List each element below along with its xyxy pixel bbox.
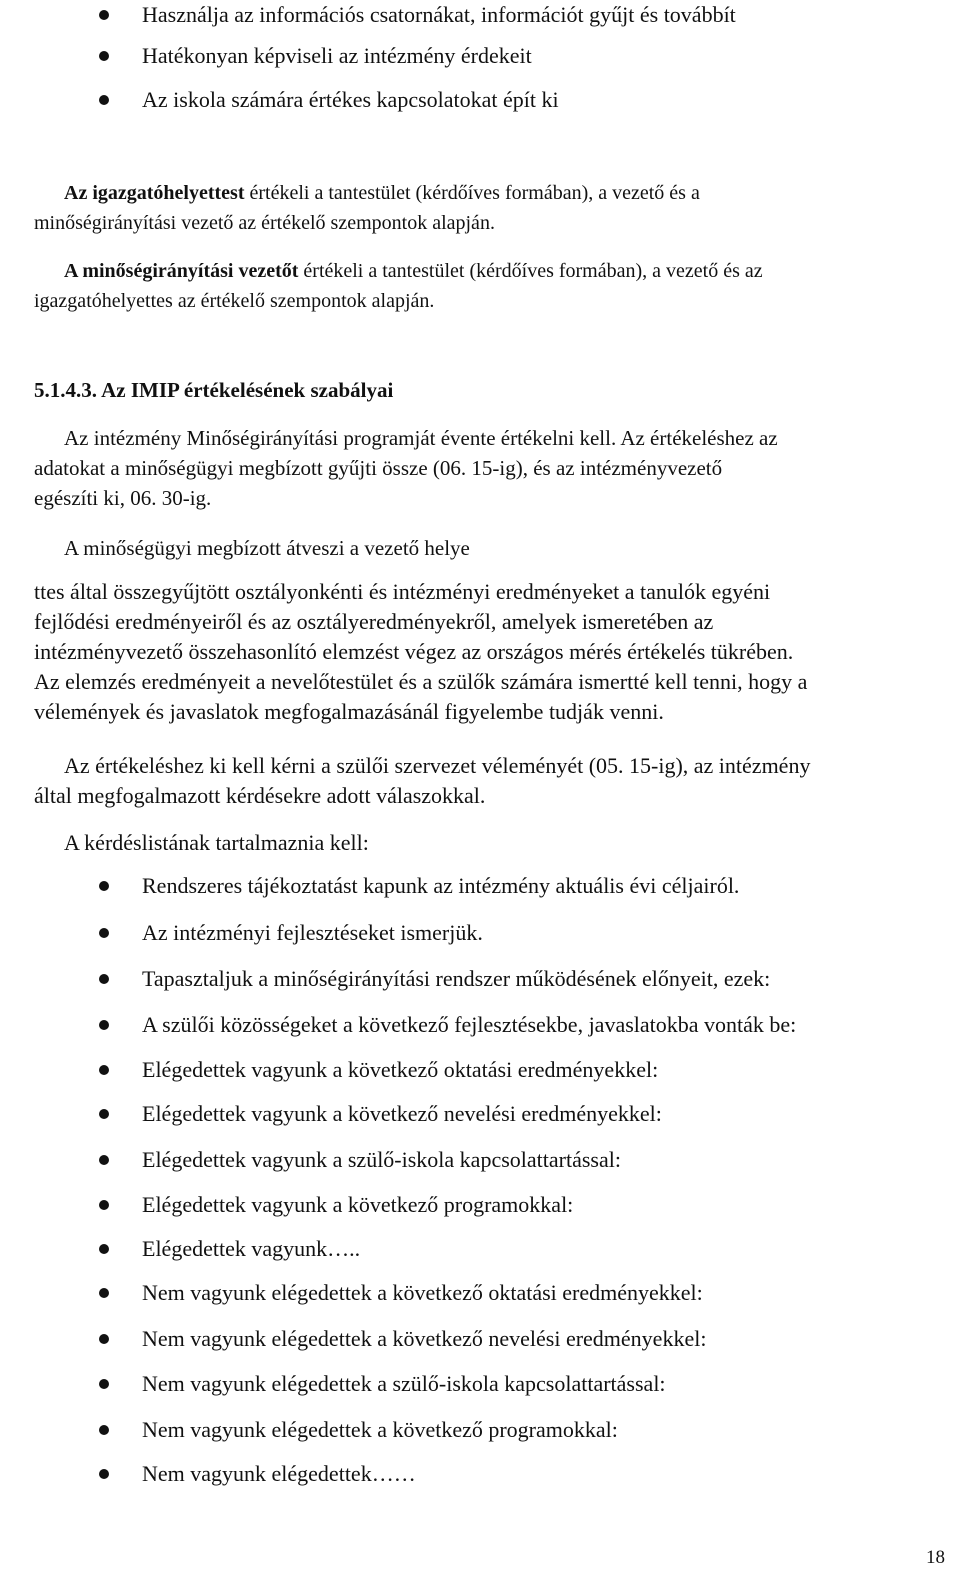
bullet-item [0,1050,960,1090]
bullet-text: Az iskola számára értékes kapcsolatokat épít ki [142,87,559,112]
bullet-icon [99,1288,109,1298]
bullet-item [0,0,960,35]
bullet-icon [99,881,109,891]
bullet-icon [99,1065,109,1075]
bullet-text: Elégedettek vagyunk a következő nevelési eredményekkel: [142,1101,662,1126]
bullet-item [0,1094,960,1134]
bullet-text: A szülői közösségeket a következő fejlesztésekbe, javaslatokba vonták be: [142,1012,797,1037]
paragraph-quality-leader [34,256,763,316]
bullet-icon [99,1425,109,1435]
bullet-text: Elégedettek vagyunk a következő oktatási eredményekkel: [142,1057,659,1082]
paragraph-analysis [34,577,807,727]
bullet-item [0,913,960,953]
bullet-item [0,80,960,120]
bullet-text: Elégedettek vagyunk….. [142,1236,361,1261]
bullet-text: Használja az információs csatornákat, információt gyűjt és továbbít [142,2,736,27]
bold-term: Az igazgatóhelyettest [64,182,245,204]
paragraph-line: minőségirányítási vezető az értékelő szempontok alapján. [34,212,495,234]
paragraph-line: A kérdéslistának tartalmaznia kell: [64,830,369,855]
paragraph-line: igazgatóhelyettes az értékelő szempontok alapján. [34,290,435,312]
paragraph-line: által megfogalmazott kérdésekre adott válaszokkal. [34,783,486,808]
bullet-text: Hatékonyan képviseli az intézmény érdekeit [142,43,532,68]
page-number: 18 [926,1547,945,1568]
bullet-item [0,866,960,906]
paragraph-line: adatokat a minőségügyi megbízott gyűjti össze (06. 15-ig), és az intézményvezető [34,456,723,480]
paragraph-question-list-intro [34,828,369,858]
bullet-item [0,1364,960,1404]
bullet-icon [99,10,109,20]
bullet-icon [99,1379,109,1389]
bullet-icon [99,1469,109,1479]
bullet-icon [99,1244,109,1254]
bullet-icon [99,1334,109,1344]
bullet-item [0,1273,960,1313]
bullet-text: Nem vagyunk elégedettek…… [142,1461,416,1486]
paragraph-line: intézményvezető összehasonlító elemzést végez az országos mérés értékelés tükrében. [34,639,794,664]
bullet-item [0,1454,960,1494]
paragraph-text: értékeli a tantestület (kérdőíves formában), a vezető és az [298,260,763,282]
bullet-item [0,1229,960,1269]
paragraph-line: vélemények és javaslatok megfogalmazásánál figyelembe tudják venni. [34,699,664,724]
paragraph-parents-opinion [34,751,810,811]
bullet-text: Rendszeres tájékoztatást kapunk az intézmény aktuális évi céljairól. [142,873,740,898]
paragraph-line: A minőségügyi megbízott átveszi a vezető helye [64,536,470,560]
paragraph-deputy [34,178,700,238]
bullet-icon [99,51,109,61]
bullet-icon [99,974,109,984]
paragraph-line: Az értékeléshez ki kell kérni a szülői szervezet véleményét (05. 15-ig), az intézmény [64,753,811,778]
bullet-icon [99,95,109,105]
bullet-text: Tapasztaljuk a minőségirányítási rendszer működésének előnyeit, ezek: [142,966,771,991]
bullet-icon [99,1020,109,1030]
paragraph-line: fejlődési eredményeiről és az osztályeredményekről, amelyek ismeretében az [34,609,714,634]
paragraph-text: értékeli a tantestület (kérdőíves formában), a vezető és a [244,182,700,204]
bullet-item [0,1319,960,1359]
paragraph-line: Az elemzés eredményeit a nevelőtestület és a szülők számára ismertté kell tenni, hogy a [34,669,808,694]
bullet-icon [99,1109,109,1119]
bullet-item [0,1005,960,1045]
bullet-text: Nem vagyunk elégedettek a következő oktatási eredményekkel: [142,1280,703,1305]
paragraph-evaluation [34,423,778,513]
paragraph-line [34,178,700,208]
bullet-icon [99,928,109,938]
bullet-item [0,1185,960,1225]
paragraph-takeover [34,533,470,563]
paragraph-line: Az intézmény Minőségirányítási programját évente értékelni kell. Az értékeléshez az [64,426,778,450]
bullet-icon [99,1200,109,1210]
bullet-text: Az intézményi fejlesztéseket ismerjük. [142,920,483,945]
paragraph-line: egészíti ki, 06. 30-ig. [34,486,212,510]
bullet-text: Nem vagyunk elégedettek a szülő-iskola kapcsolattartással: [142,1371,666,1396]
paragraph-line [34,256,763,286]
bullet-item [0,959,960,999]
bullet-item [0,1410,960,1450]
paragraph-line: ttes által összegyűjtött osztályonkénti és intézményi eredményeket a tanulók egyéni [34,579,771,604]
bullet-icon [99,1155,109,1165]
bullet-item [0,1140,960,1180]
bullet-text: Nem vagyunk elégedettek a következő programokkal: [142,1417,618,1442]
bold-term: A minőségirányítási vezetőt [64,260,299,282]
bullet-item [0,36,960,76]
bullet-text: Elégedettek vagyunk a következő programokkal: [142,1192,574,1217]
bullet-text: Elégedettek vagyunk a szülő-iskola kapcsolattartással: [142,1147,621,1172]
section-heading: 5.1.4.3. Az IMIP értékelésének szabályai [34,378,394,402]
bullet-text: Nem vagyunk elégedettek a következő nevelési eredményekkel: [142,1326,707,1351]
